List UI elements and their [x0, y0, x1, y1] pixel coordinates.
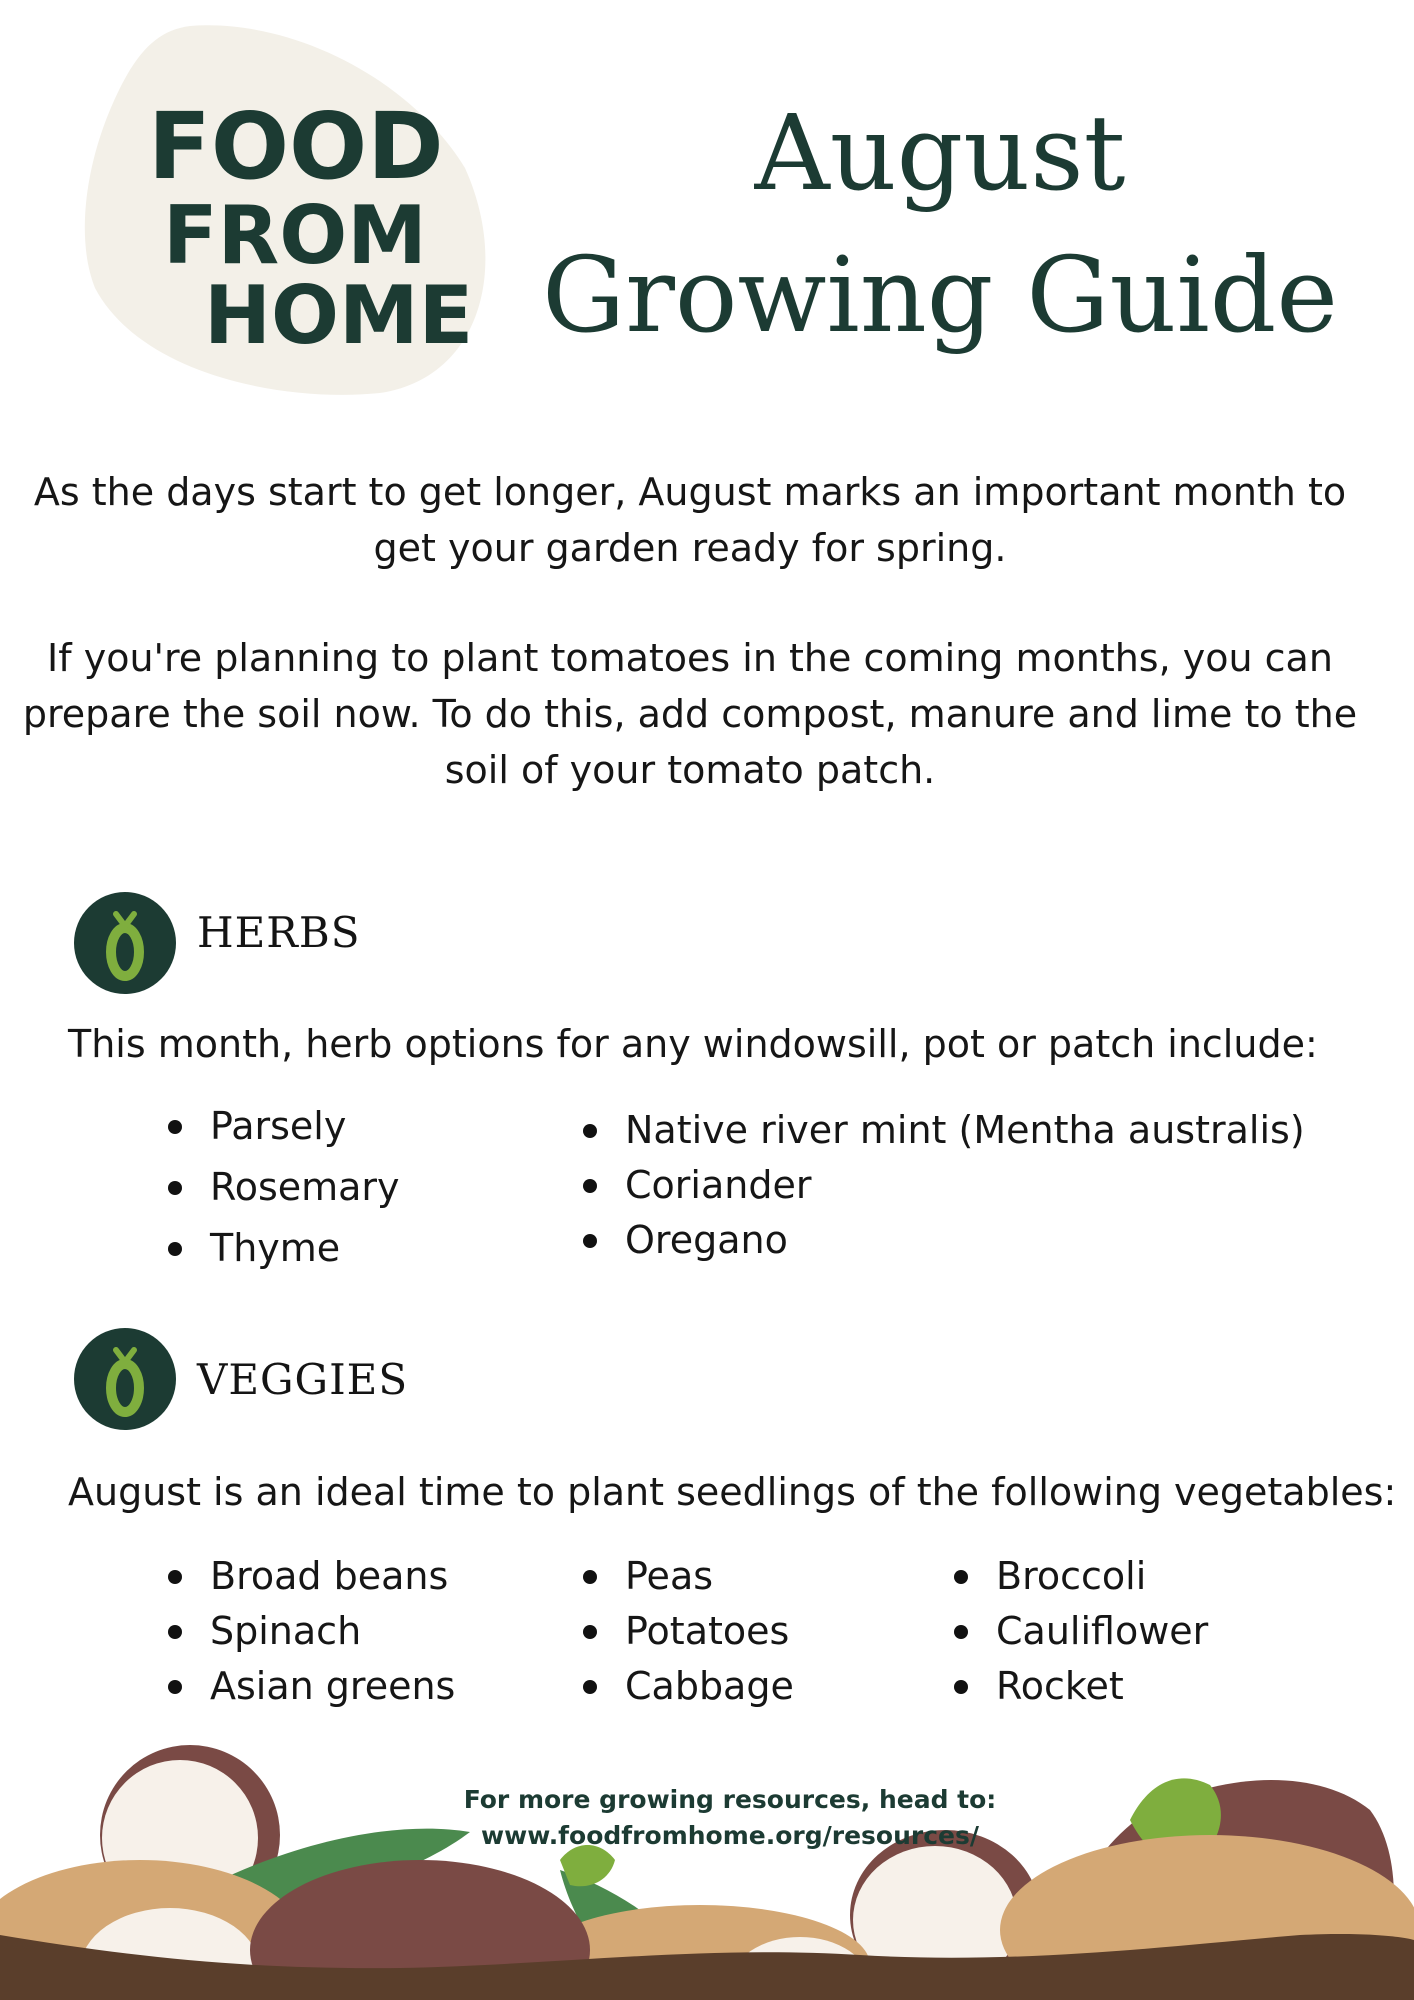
title-line-1: August: [754, 92, 1126, 214]
list-item: Parsely: [168, 1096, 400, 1157]
list-item: Cabbage: [583, 1659, 794, 1714]
title-line-2: Growing Guide: [542, 234, 1338, 356]
list-item: Rosemary: [168, 1157, 400, 1218]
logo-line-2: FROM: [163, 189, 427, 282]
intro-text-2: If you're planning to plant tomatoes in the coming months, you can prepare the soil now. To do this, add compost, manure and lime to the soil of your tomato patch.: [22, 636, 1358, 792]
list-item: Native river mint (Mentha australis): [583, 1103, 1305, 1158]
food-from-home-logo: [80, 18, 500, 398]
veggies-list-col-2: [583, 1549, 794, 1714]
list-item: Thyme: [168, 1218, 400, 1279]
footer-line-1: For more growing resources, head to:: [463, 1785, 997, 1814]
footer-resources: [430, 1782, 1030, 1854]
veggies-list-col-3: [954, 1549, 1208, 1714]
food-from-home-o-icon: [74, 892, 176, 994]
intro-paragraph-1: [0, 464, 1380, 576]
footer-url-link[interactable]: www.foodfromhome.org/resources/: [481, 1821, 979, 1850]
list-item: Oregano: [583, 1213, 1305, 1268]
herbs-list-col-2: [583, 1103, 1305, 1268]
logo-line-3: HOME: [204, 269, 474, 362]
list-item: Asian greens: [168, 1659, 455, 1714]
veggies-lead: August is an ideal time to plant seedlings of the following vegetables:: [68, 1470, 1397, 1514]
intro-paragraph-2: [0, 630, 1380, 798]
list-item: Rocket: [954, 1659, 1208, 1714]
list-item: Broad beans: [168, 1549, 455, 1604]
herbs-lead: This month, herb options for any windowsill, pot or patch include:: [68, 1022, 1318, 1066]
vegetables-illustration: [0, 1740, 1414, 2000]
herbs-list-col-1: [168, 1096, 400, 1279]
list-item: Spinach: [168, 1604, 455, 1659]
list-item: Cauliflower: [954, 1604, 1208, 1659]
veggies-list-col-1: [168, 1549, 455, 1714]
list-item: Peas: [583, 1549, 794, 1604]
logo-line-1: FOOD: [148, 93, 444, 200]
list-item: Broccoli: [954, 1549, 1208, 1604]
herbs-heading: HERBS: [197, 908, 361, 957]
intro-text-1: As the days start to get longer, August marks an important month to get your garden ready for spring.: [33, 470, 1347, 570]
list-item: Potatoes: [583, 1604, 794, 1659]
veggies-heading: VEGGIES: [197, 1355, 409, 1404]
list-item: Coriander: [583, 1158, 1305, 1213]
food-from-home-o-icon: [74, 1328, 176, 1430]
page-title: [540, 82, 1340, 366]
